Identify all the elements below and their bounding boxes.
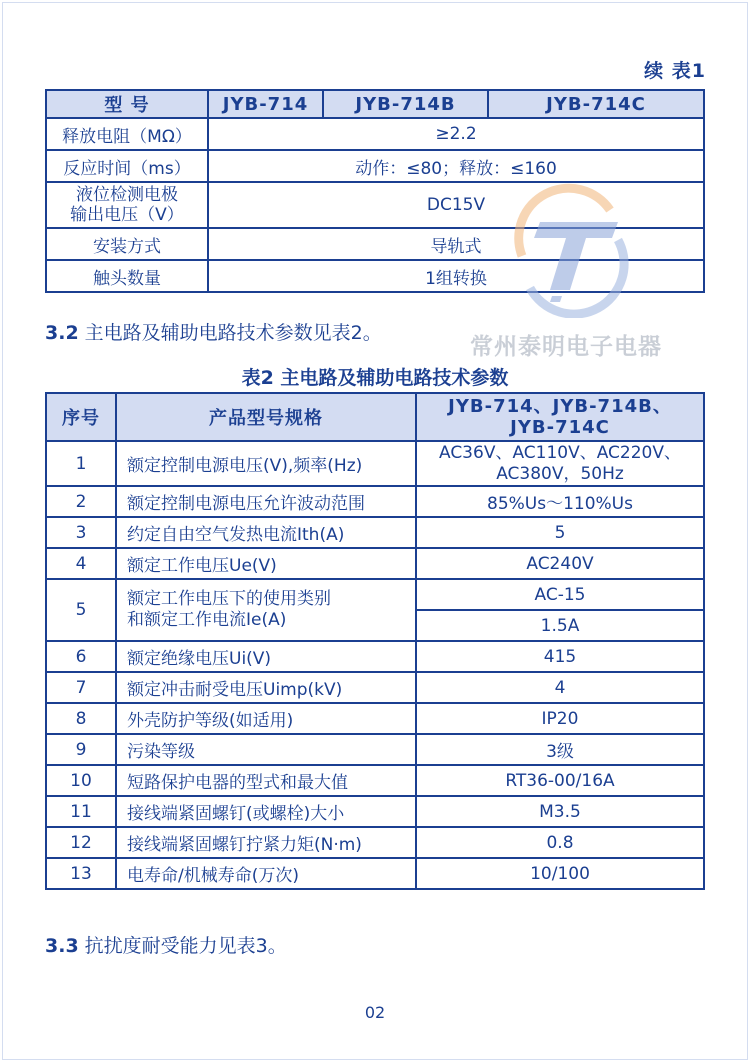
- table2: [45, 392, 705, 890]
- section-number: 3.2: [45, 322, 79, 344]
- section-3-2: [45, 318, 382, 345]
- table-row: [46, 641, 704, 672]
- table-row: [46, 827, 704, 858]
- row-name: 额定控制电源电压允许波动范围: [116, 486, 416, 517]
- section-text: 抗扰度耐受能力见表3。: [84, 935, 287, 957]
- table2-title: 表2 主电路及辅助电路技术参数: [241, 367, 509, 389]
- row-name: 额定绝缘电压Ui(V): [116, 641, 416, 672]
- row-name: 额定冲击耐受电压Uimp(kV): [116, 672, 416, 703]
- row-value: 415: [416, 641, 704, 672]
- table1-header-jyb714: JYB-714: [208, 90, 323, 118]
- row-no: 5: [46, 579, 116, 641]
- table1-header-model: 型 号: [46, 90, 208, 118]
- row-no: 9: [46, 734, 116, 765]
- table-row: [46, 858, 704, 889]
- row-value: [416, 441, 704, 486]
- table1-label-line: 输出电压（V）: [70, 205, 184, 225]
- row-value: 0.8: [416, 827, 704, 858]
- table1-label: 释放电阻（MΩ）: [46, 118, 208, 150]
- table-row: [46, 441, 704, 486]
- row-value: AC240V: [416, 548, 704, 579]
- row-value: 4: [416, 672, 704, 703]
- table2-header-no: 序号: [46, 393, 116, 441]
- row-value-line: AC36V、AC110V、AC220V、: [438, 442, 682, 463]
- row-name: 额定控制电源电压(V),频率(Hz): [116, 441, 416, 486]
- section-number: 3.3: [45, 935, 79, 957]
- table-row: [46, 734, 704, 765]
- row-name-line: 和额定工作电流Ie(A): [127, 610, 287, 630]
- section-3-3: [45, 931, 287, 958]
- table1-header-jyb714c: JYB-714C: [488, 90, 704, 118]
- row-no: 1: [46, 441, 116, 486]
- row-no: 8: [46, 703, 116, 734]
- page-number: 02: [364, 1003, 386, 1022]
- table1-row: [46, 150, 704, 182]
- table1-row: [46, 260, 704, 292]
- table-row: [46, 486, 704, 517]
- table1-value: DC15V: [208, 182, 704, 228]
- row-name: 接线端紧固螺钉拧紧力矩(N·m): [116, 827, 416, 858]
- row-name: 短路保护电器的型式和最大值: [116, 765, 416, 796]
- row-name: 额定工作电压Ue(V): [116, 548, 416, 579]
- row-name: 接线端紧固螺钉(或螺栓)大小: [116, 796, 416, 827]
- row-no: 12: [46, 827, 116, 858]
- row-name: 电寿命/机械寿命(万次): [116, 858, 416, 889]
- table-row: [46, 579, 704, 610]
- table1-row: [46, 182, 704, 228]
- row-no: 11: [46, 796, 116, 827]
- row-name: 污染等级: [116, 734, 416, 765]
- table1-row: [46, 118, 704, 150]
- row-name: 约定自由空气发热电流Ith(A): [116, 517, 416, 548]
- table1-value: 导轨式: [208, 228, 704, 260]
- table1-row: [46, 228, 704, 260]
- row-value: M3.5: [416, 796, 704, 827]
- row-name: 外壳防护等级(如适用): [116, 703, 416, 734]
- watermark-company-name: 常州泰明电子电器: [470, 334, 662, 360]
- row-name-line: 额定工作电压下的使用类别: [127, 589, 331, 609]
- row-value: 1.5A: [416, 610, 704, 641]
- row-value: 5: [416, 517, 704, 548]
- row-value: IP20: [416, 703, 704, 734]
- table-row: [46, 796, 704, 827]
- table1-label-line: 液位检测电极: [76, 185, 178, 205]
- table2-header-models-line: JYB-714、JYB-714B、: [448, 396, 672, 417]
- row-no: 4: [46, 548, 116, 579]
- row-no: 13: [46, 858, 116, 889]
- table-row: [46, 517, 704, 548]
- row-value: 3级: [416, 734, 704, 765]
- row-value: 10/100: [416, 858, 704, 889]
- row-value: 85%Us～110%Us: [416, 486, 704, 517]
- row-no: 2: [46, 486, 116, 517]
- row-name: [116, 579, 416, 641]
- row-value: RT36-00/16A: [416, 765, 704, 796]
- table1-value: 1组转换: [208, 260, 704, 292]
- table2-header-models-line: JYB-714C: [510, 417, 610, 438]
- table-row: [46, 765, 704, 796]
- table1-value: 动作：≤80；释放：≤160: [208, 150, 704, 182]
- table1-value: ≥2.2: [208, 118, 704, 150]
- row-value: AC-15: [416, 579, 704, 610]
- row-no: 6: [46, 641, 116, 672]
- table1-header-jyb714b: JYB-714B: [323, 90, 488, 118]
- table1-label: [46, 182, 208, 228]
- table-row: [46, 703, 704, 734]
- row-no: 3: [46, 517, 116, 548]
- table1-label: 反应时间（ms）: [46, 150, 208, 182]
- table-row: [46, 548, 704, 579]
- table1-continued-title: 续 表1: [644, 60, 706, 82]
- row-no: 10: [46, 765, 116, 796]
- row-value-line: AC380V，50Hz: [496, 463, 624, 484]
- table2-header-spec: 产品型号规格: [116, 393, 416, 441]
- table1-label: 安装方式: [46, 228, 208, 260]
- table1-label: 触头数量: [46, 260, 208, 292]
- table1-header-row: [46, 90, 704, 118]
- table2-header-row: [46, 393, 704, 441]
- section-text: 主电路及辅助电路技术参数见表2。: [84, 322, 382, 344]
- table2-header-models: [416, 393, 704, 441]
- row-no: 7: [46, 672, 116, 703]
- table-row: [46, 672, 704, 703]
- table1: [45, 89, 705, 293]
